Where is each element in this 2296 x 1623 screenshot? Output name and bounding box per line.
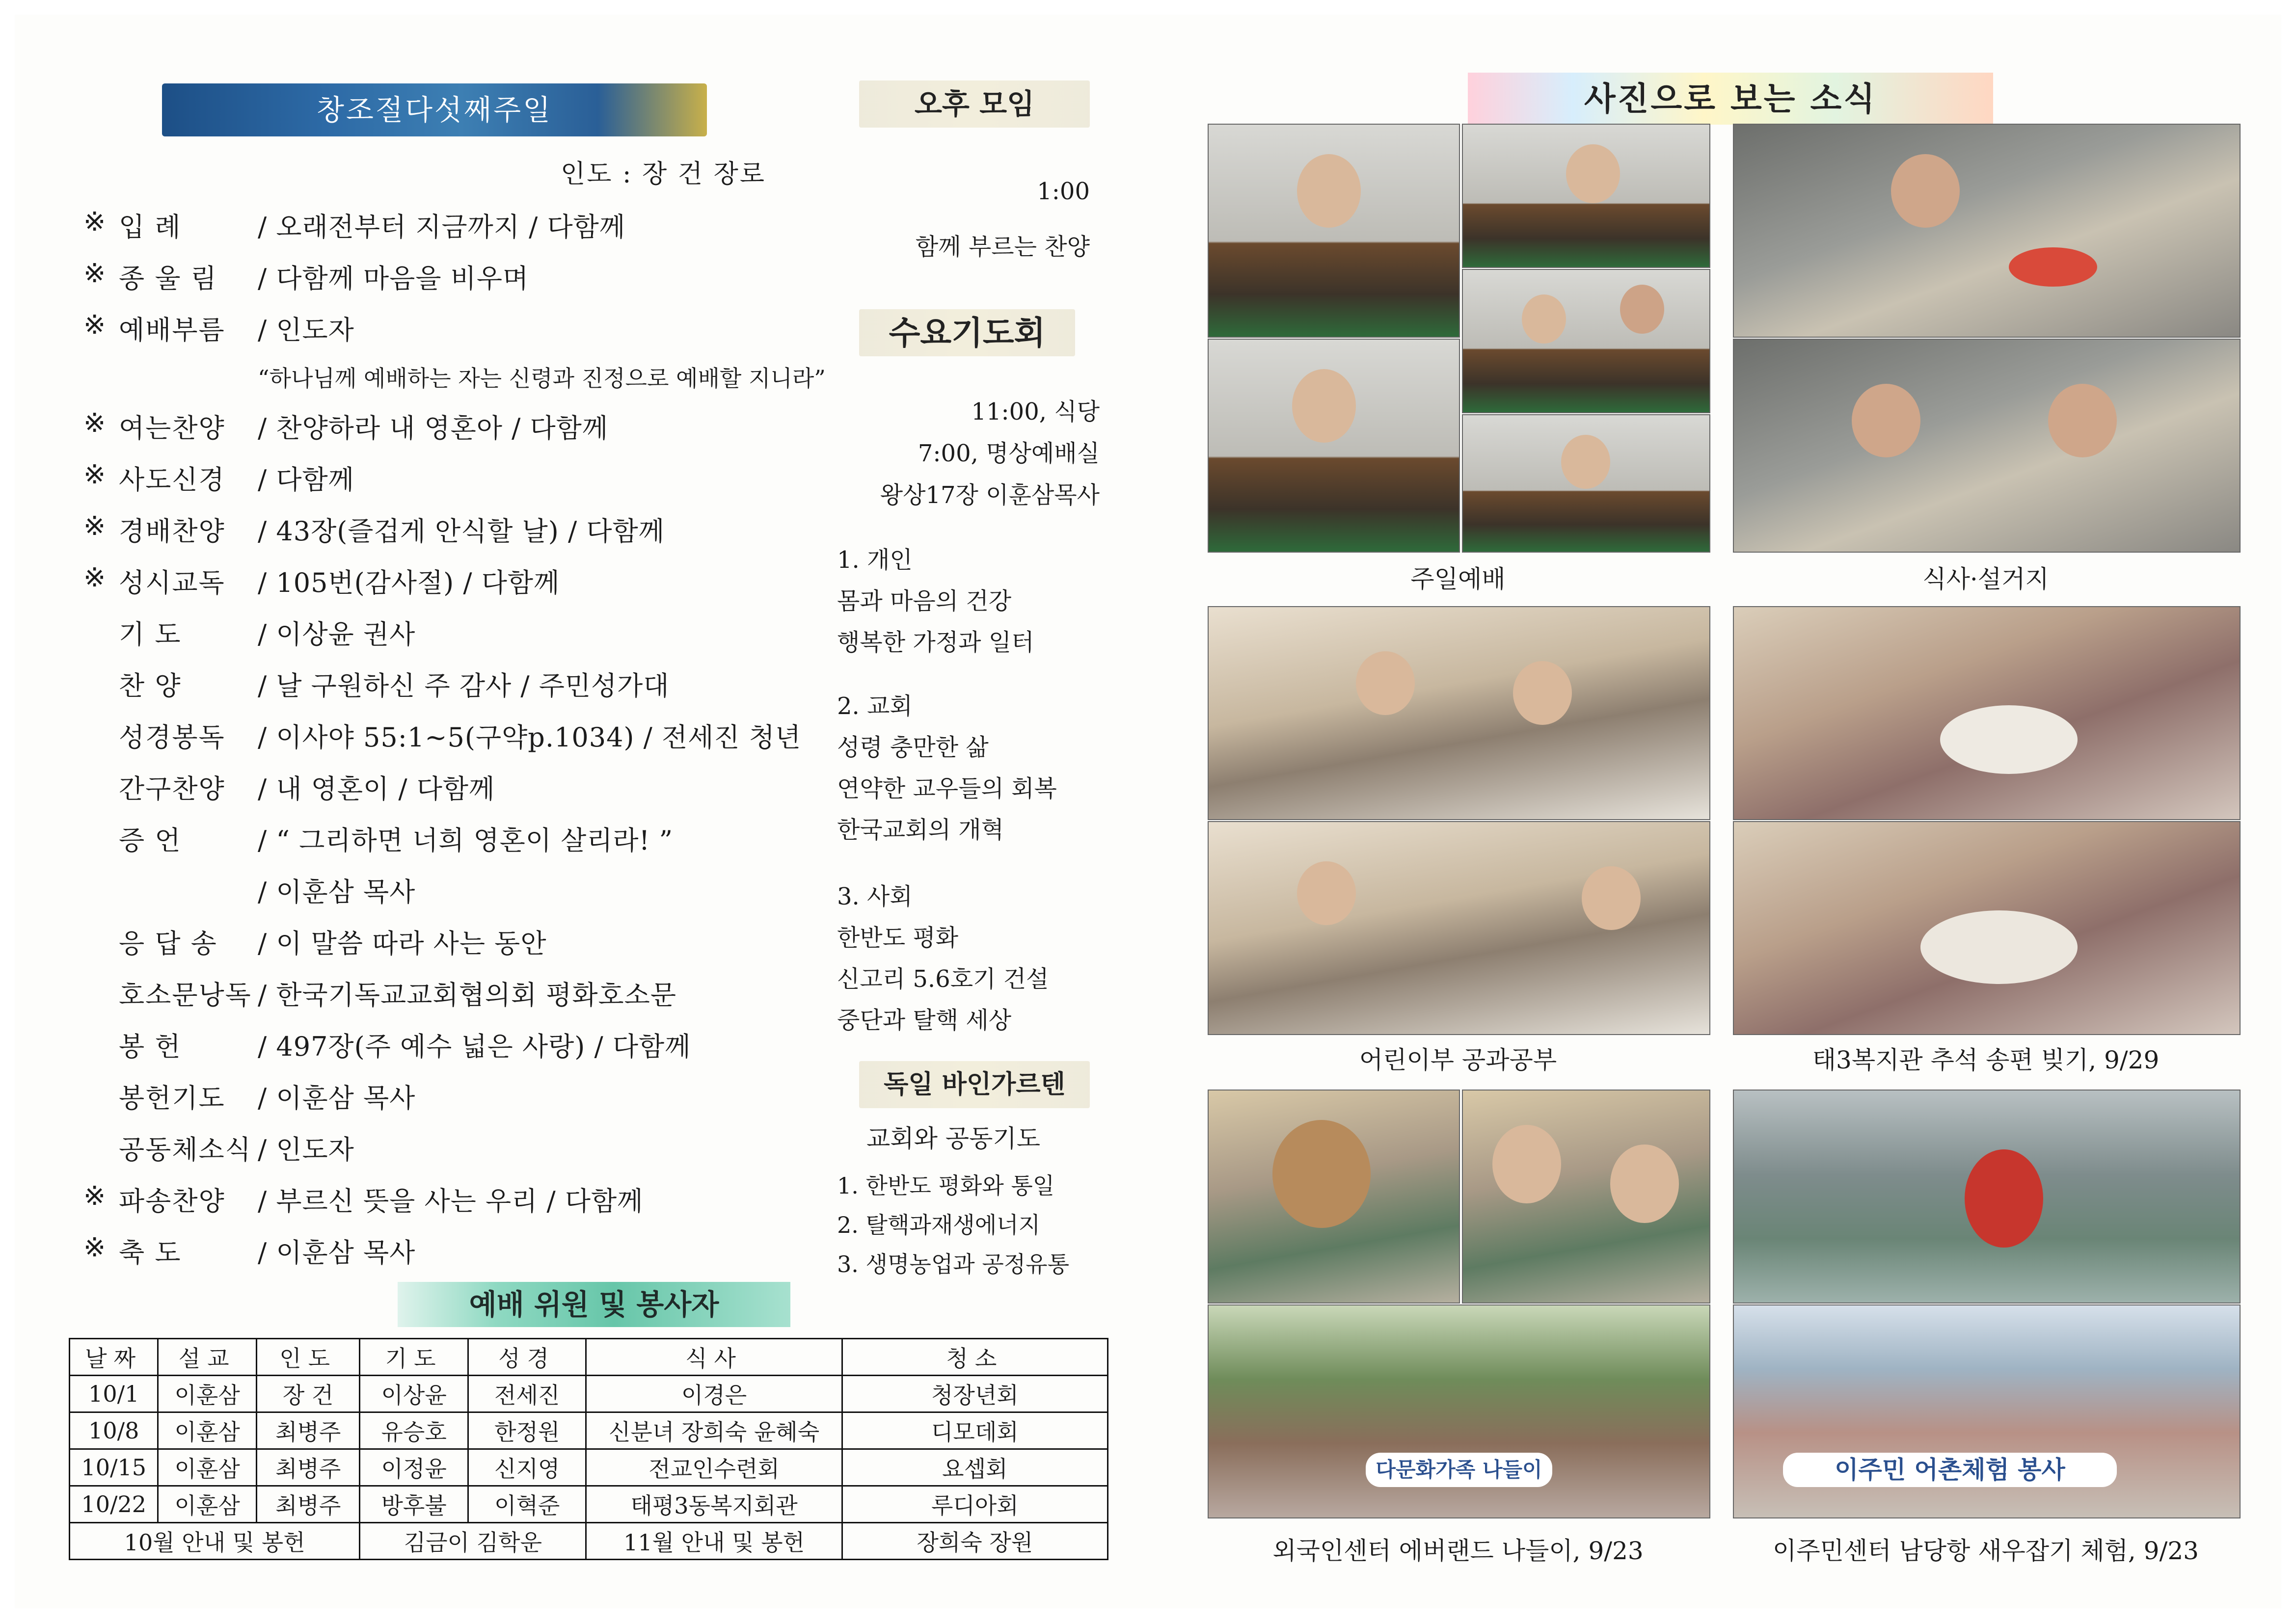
duty-header-cell: 식사: [586, 1339, 842, 1376]
duty-table-row: [70, 1376, 1108, 1412]
order-item: 호소문낭독: [119, 980, 252, 1011]
duty-cell: 10/22: [70, 1486, 158, 1523]
required-mark: ※: [83, 206, 106, 237]
required-mark: ※: [83, 510, 106, 541]
order-item: 축 도: [119, 1237, 182, 1268]
duty-cell: 청장년회: [842, 1376, 1107, 1412]
worship-photo-2: [1462, 124, 1710, 268]
duty-cell: 이경은: [586, 1376, 842, 1412]
duty-cell: 10/15: [70, 1449, 158, 1486]
prayer-group-head: 2. 교회: [837, 692, 913, 720]
songpyeon-photo-2: [1733, 821, 2241, 1035]
worship-photo-4: [1208, 339, 1460, 553]
caption-everland: 외국인센터 에버랜드 나들이, 9/23: [1272, 1537, 1644, 1565]
wednesday-line: 11:00, 식당: [971, 398, 1100, 426]
order-detail: / “ 그리하면 너희 영혼이 살리라! ”: [258, 825, 674, 856]
required-mark: ※: [83, 407, 106, 438]
presider: 인도 : 장 건 장로: [561, 160, 766, 189]
duty-cell: 신분녀 장희숙 윤혜숙: [586, 1412, 842, 1449]
duty-cell: 루디아회: [842, 1486, 1107, 1523]
order-item: 성경봉독: [119, 722, 225, 753]
weingarten-item: 2. 탈핵과재생에너지: [837, 1212, 1040, 1238]
duty-cell: 이혁준: [468, 1486, 586, 1523]
worship-photo-3: [1462, 269, 1710, 413]
children-class-photo-2: [1208, 821, 1710, 1035]
required-mark: ※: [83, 309, 106, 340]
afternoon-description: 함께 부르는 찬양: [915, 233, 1090, 261]
call-to-worship-verse: “하나님께 예배하는 자는 신령과 진정으로 예배할 지니라”: [258, 365, 826, 392]
prayer-item: 몸과 마음의 건강: [837, 587, 1012, 615]
prayer-item: 중단과 탈핵 세상: [837, 1007, 1012, 1034]
duty-table: [69, 1338, 1108, 1560]
prayer-item: 신고리 5.6호기 건설: [837, 965, 1049, 993]
duty-table-header-row: [70, 1339, 1108, 1376]
wednesday-line: 7:00, 명상예배실: [918, 440, 1100, 467]
duty-footer-cell: 장희숙 장원: [842, 1523, 1107, 1560]
duty-cell: 최병주: [256, 1449, 359, 1486]
order-detail: / 이 말씀 따라 사는 동안: [258, 928, 547, 959]
duty-cell: 태평3동복지회관: [586, 1486, 842, 1523]
order-item: 입 례: [119, 212, 182, 242]
duty-cell: 장 건: [256, 1376, 359, 1412]
worship-photo-1: [1208, 124, 1460, 338]
duty-cell: 이훈삼: [158, 1376, 256, 1412]
order-item: 경배찬양: [119, 516, 225, 547]
duty-cell: 이상윤: [360, 1376, 468, 1412]
required-mark: ※: [83, 258, 106, 289]
duty-header-cell: 인도: [256, 1339, 359, 1376]
duty-footer-cell: 10월 안내 및 봉헌: [70, 1523, 360, 1560]
dishwashing-photo-2: [1733, 339, 2241, 553]
prayer-item: 한국교회의 개혁: [837, 816, 1004, 844]
weingarten-title: 독일 바인가르텐: [859, 1061, 1090, 1108]
duty-cell: 방후불: [360, 1486, 468, 1523]
duty-table-row: [70, 1449, 1108, 1486]
duty-cell: 최병주: [256, 1412, 359, 1449]
weingarten-item: 1. 한반도 평화와 통일: [837, 1172, 1055, 1199]
wednesday-line: 왕상17장 이훈삼목사: [880, 481, 1100, 509]
order-item: 사도신경: [119, 464, 225, 495]
order-item: 봉헌기도: [119, 1083, 225, 1114]
children-class-photo-1: [1208, 606, 1710, 820]
order-detail: / 다함께 마음을 비우며: [258, 263, 529, 294]
duty-cell: 한정원: [468, 1412, 586, 1449]
order-item: 성시교독: [119, 567, 225, 598]
duty-cell: 10/1: [70, 1376, 158, 1412]
duty-cell: 이훈삼: [158, 1412, 256, 1449]
duty-cell: 이정윤: [360, 1449, 468, 1486]
prayer-group-head: 1. 개인: [837, 546, 913, 574]
order-detail: / 다함께: [258, 464, 354, 495]
required-mark: ※: [83, 1180, 106, 1211]
duty-cell: 신지영: [468, 1449, 586, 1486]
order-detail: / 인도자: [258, 315, 354, 346]
duty-cell: 최병주: [256, 1486, 359, 1523]
order-item: 간구찬양: [119, 773, 225, 804]
duty-cell: 전교인수련회: [586, 1449, 842, 1486]
duty-header-cell: 기도: [360, 1339, 468, 1376]
order-item: 파송찬양: [119, 1186, 225, 1217]
order-item: 공동체소식: [119, 1134, 252, 1165]
order-item: 찬 양: [119, 670, 182, 701]
order-item: 예배부름: [119, 315, 225, 346]
duty-footer-cell: 11월 안내 및 봉헌: [586, 1523, 842, 1560]
order-detail: / 인도자: [258, 1134, 354, 1165]
duty-cell: 요셉회: [842, 1449, 1107, 1486]
duty-table-title: 예배 위원 및 봉사자: [398, 1282, 790, 1327]
caption-songpyeon: 태3복지관 추석 송편 빚기, 9/29: [1812, 1046, 2160, 1074]
prayer-item: 한반도 평화: [837, 924, 959, 952]
duty-header-cell: 성경: [468, 1339, 586, 1376]
duty-table-row: [70, 1412, 1108, 1449]
order-detail: / 찬양하라 내 영혼아 / 다함께: [258, 413, 609, 444]
everland-group-photo: [1208, 1304, 1710, 1518]
dishwashing-photo-1: [1733, 124, 2241, 338]
prayer-group-head: 3. 사회: [837, 883, 913, 910]
order-detail: / 이상윤 권사: [258, 619, 416, 650]
order-item: 종 울 림: [119, 263, 217, 294]
order-detail: / 오래전부터 지금까지 / 다함께: [258, 212, 626, 242]
order-detail: / 105번(감사절) / 다함께: [258, 567, 560, 598]
everland-photo-1: [1208, 1090, 1460, 1304]
required-mark: ※: [83, 1232, 106, 1263]
required-mark: ※: [83, 562, 106, 593]
order-item: 봉 헌: [119, 1031, 182, 1062]
afternoon-meeting-title: 오후 모임: [859, 80, 1090, 128]
prayer-item: 행복한 가정과 일터: [837, 629, 1034, 656]
everland-photo-2: [1462, 1090, 1710, 1304]
order-detail: / 이사야 55:1~5(구약p.1034) / 전세진 청년: [258, 722, 802, 753]
duty-cell: 이훈삼: [158, 1449, 256, 1486]
weingarten-item: 3. 생명농업과 공정유통: [837, 1251, 1070, 1277]
group-banner: 다문화가족 나들이: [1366, 1453, 1552, 1487]
duty-footer-cell: 김금이 김학운: [360, 1523, 586, 1560]
order-detail: / 497장(주 예수 넓은 사랑) / 다함께: [258, 1031, 691, 1062]
order-item: 여는찬양: [119, 413, 225, 444]
duty-table-row: [70, 1486, 1108, 1523]
duty-header-cell: 설교: [158, 1339, 256, 1376]
worship-photo-5: [1462, 414, 1710, 553]
group-banner: 이주민 어촌체험 봉사: [1783, 1453, 2117, 1487]
duty-header-cell: 날짜: [70, 1339, 158, 1376]
caption-shrimp-catching: 이주민센터 남당항 새우잡기 체험, 9/23: [1773, 1537, 2199, 1565]
afternoon-time: 1:00: [1037, 178, 1090, 205]
duty-table-footer-row: [70, 1523, 1108, 1560]
duty-cell: 10/8: [70, 1412, 158, 1449]
order-detail: / 부르신 뜻을 사는 우리 / 다함께: [258, 1186, 644, 1217]
photo-news-title: 사진으로 보는 소식: [1468, 73, 1993, 125]
order-detail: / 43장(즐겁게 안식할 날) / 다함께: [258, 516, 665, 547]
order-item: 증 언: [119, 825, 182, 856]
required-mark: ※: [83, 459, 106, 490]
prayer-item: 연약한 교우들의 회복: [837, 775, 1057, 802]
songpyeon-photo-1: [1733, 606, 2241, 820]
order-detail: / 이훈삼 목사: [258, 1083, 416, 1114]
order-detail: / 이훈삼 목사: [258, 877, 416, 907]
bulletin-page: [15, 15, 2281, 1608]
duty-cell: 유승호: [360, 1412, 468, 1449]
weingarten-subtitle: 교회와 공동기도: [866, 1124, 1040, 1153]
duty-cell: 이훈삼: [158, 1486, 256, 1523]
order-detail: / 이훈삼 목사: [258, 1237, 416, 1268]
shrimp-catching-photo: [1733, 1090, 2241, 1304]
duty-header-cell: 청소: [842, 1339, 1107, 1376]
caption-meal-dishwashing: 식사·설거지: [1922, 565, 2049, 593]
order-detail: / 내 영혼이 / 다함께: [258, 773, 495, 804]
wednesday-prayer-title: 수요기도회: [859, 309, 1075, 356]
duty-cell: 전세진: [468, 1376, 586, 1412]
order-item: 기 도: [119, 619, 182, 650]
prayer-item: 성령 충만한 삶: [837, 734, 989, 761]
caption-sunday-worship: 주일예배: [1410, 565, 1506, 593]
duty-cell: 디모데회: [842, 1412, 1107, 1449]
service-title: 창조절다섯째주일: [162, 83, 707, 136]
order-detail: / 한국기독교교회협의회 평화호소문: [258, 980, 676, 1011]
order-detail: / 날 구원하신 주 감사 / 주민성가대: [258, 670, 670, 701]
migrant-group-photo: [1733, 1304, 2241, 1518]
caption-children-class: 어린이부 공과공부: [1359, 1046, 1557, 1074]
order-item: 응 답 송: [119, 928, 217, 959]
